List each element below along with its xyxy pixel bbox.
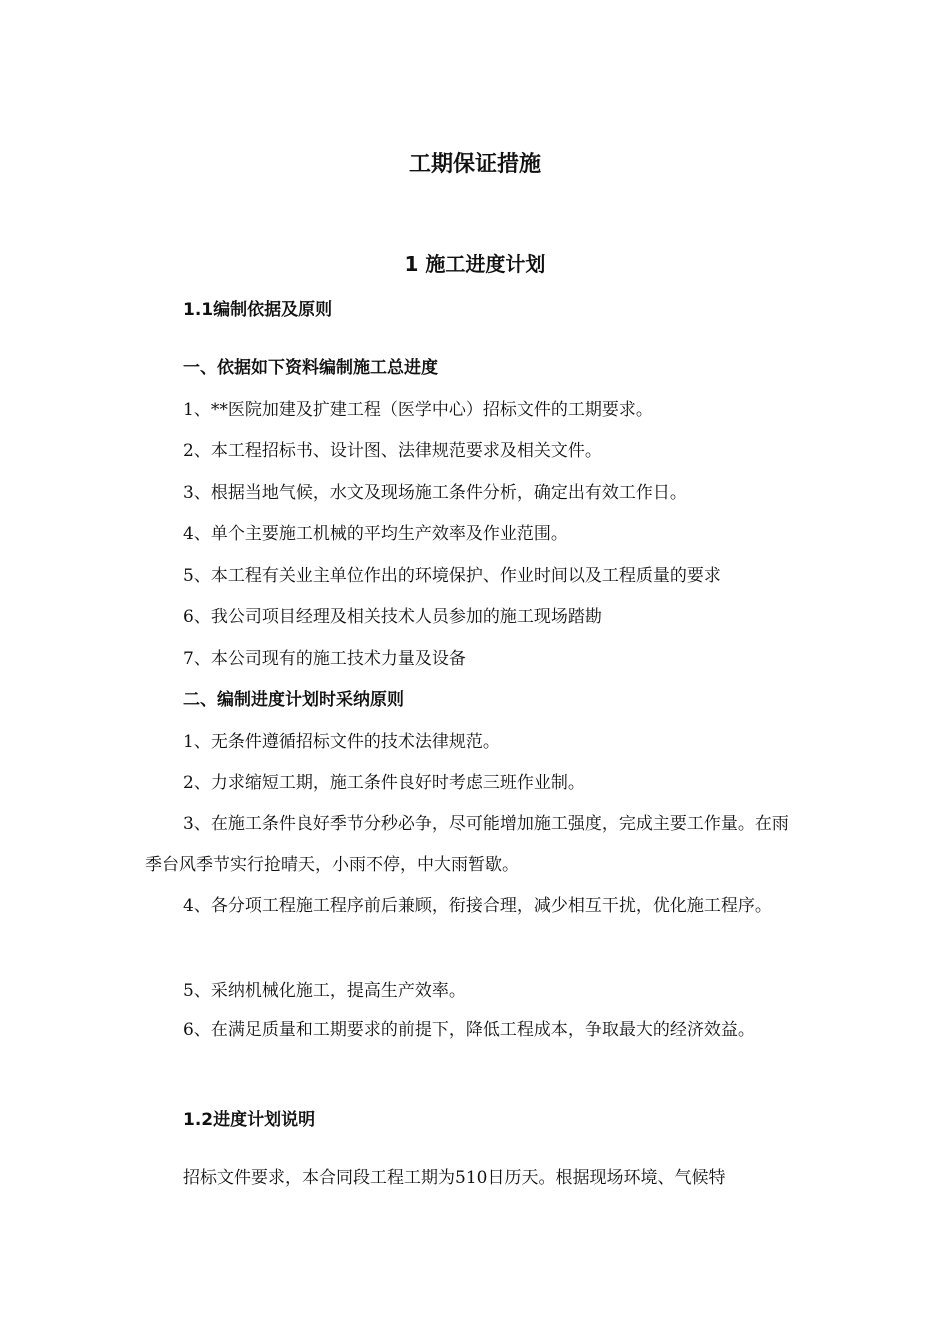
- list-item: 1、**医院加建及扩建工程（医学中心）招标文件的工期要求。: [183, 400, 653, 420]
- document-title: 工期保证措施: [408, 152, 541, 177]
- paragraph-item: 4、各分项工程施工程序前后兼顾，衔接合理，减少相互干扰，优化施工程序。: [183, 896, 772, 916]
- subsection-heading-1-2: 1.2进度计划说明: [183, 1110, 316, 1130]
- list-item: 4、单个主要施工机械的平均生产效率及作业范围。: [183, 524, 568, 544]
- list-item: 7、本公司现有的施工技术力量及设备: [183, 649, 466, 669]
- section-heading: 1 施工进度计划: [404, 252, 546, 276]
- list-item: 2、力求缩短工期，施工条件良好时考虑三班作业制。: [183, 773, 585, 793]
- part-heading-basis: 一、依据如下资料编制施工总进度: [183, 358, 438, 378]
- list-item: 5、采纳机械化施工，提高生产效率。: [183, 981, 466, 1001]
- part-heading-principles: 二、编制进度计划时采纳原则: [183, 690, 404, 710]
- paragraph-item: 3、在施工条件良好季节分秒必争，尽可能增加施工强度，完成主要工作量。在雨季台风季节实行抢晴天，小雨不停，中大雨暂歇。: [145, 814, 789, 875]
- list-item: 2、本工程招标书、设计图、法律规范要求及相关文件。: [183, 441, 602, 461]
- body-paragraph: 招标文件要求，本合同段工程工期为510日历天。根据现场环境、气候特: [183, 1168, 726, 1188]
- list-item: 3、根据当地气候，水文及现场施工条件分析，确定出有效工作日。: [183, 483, 687, 503]
- list-item: 6、我公司项目经理及相关技术人员参加的施工现场踏勘: [183, 607, 602, 627]
- subsection-heading-1-1: 1.1编制依据及原则: [183, 300, 333, 320]
- list-item: 1、无条件遵循招标文件的技术法律规范。: [183, 732, 500, 752]
- list-item: 5、本工程有关业主单位作出的环境保护、作业时间以及工程质量的要求: [183, 566, 721, 586]
- paragraph-item: 6、在满足质量和工期要求的前提下，降低工程成本，争取最大的经济效益。: [183, 1020, 755, 1040]
